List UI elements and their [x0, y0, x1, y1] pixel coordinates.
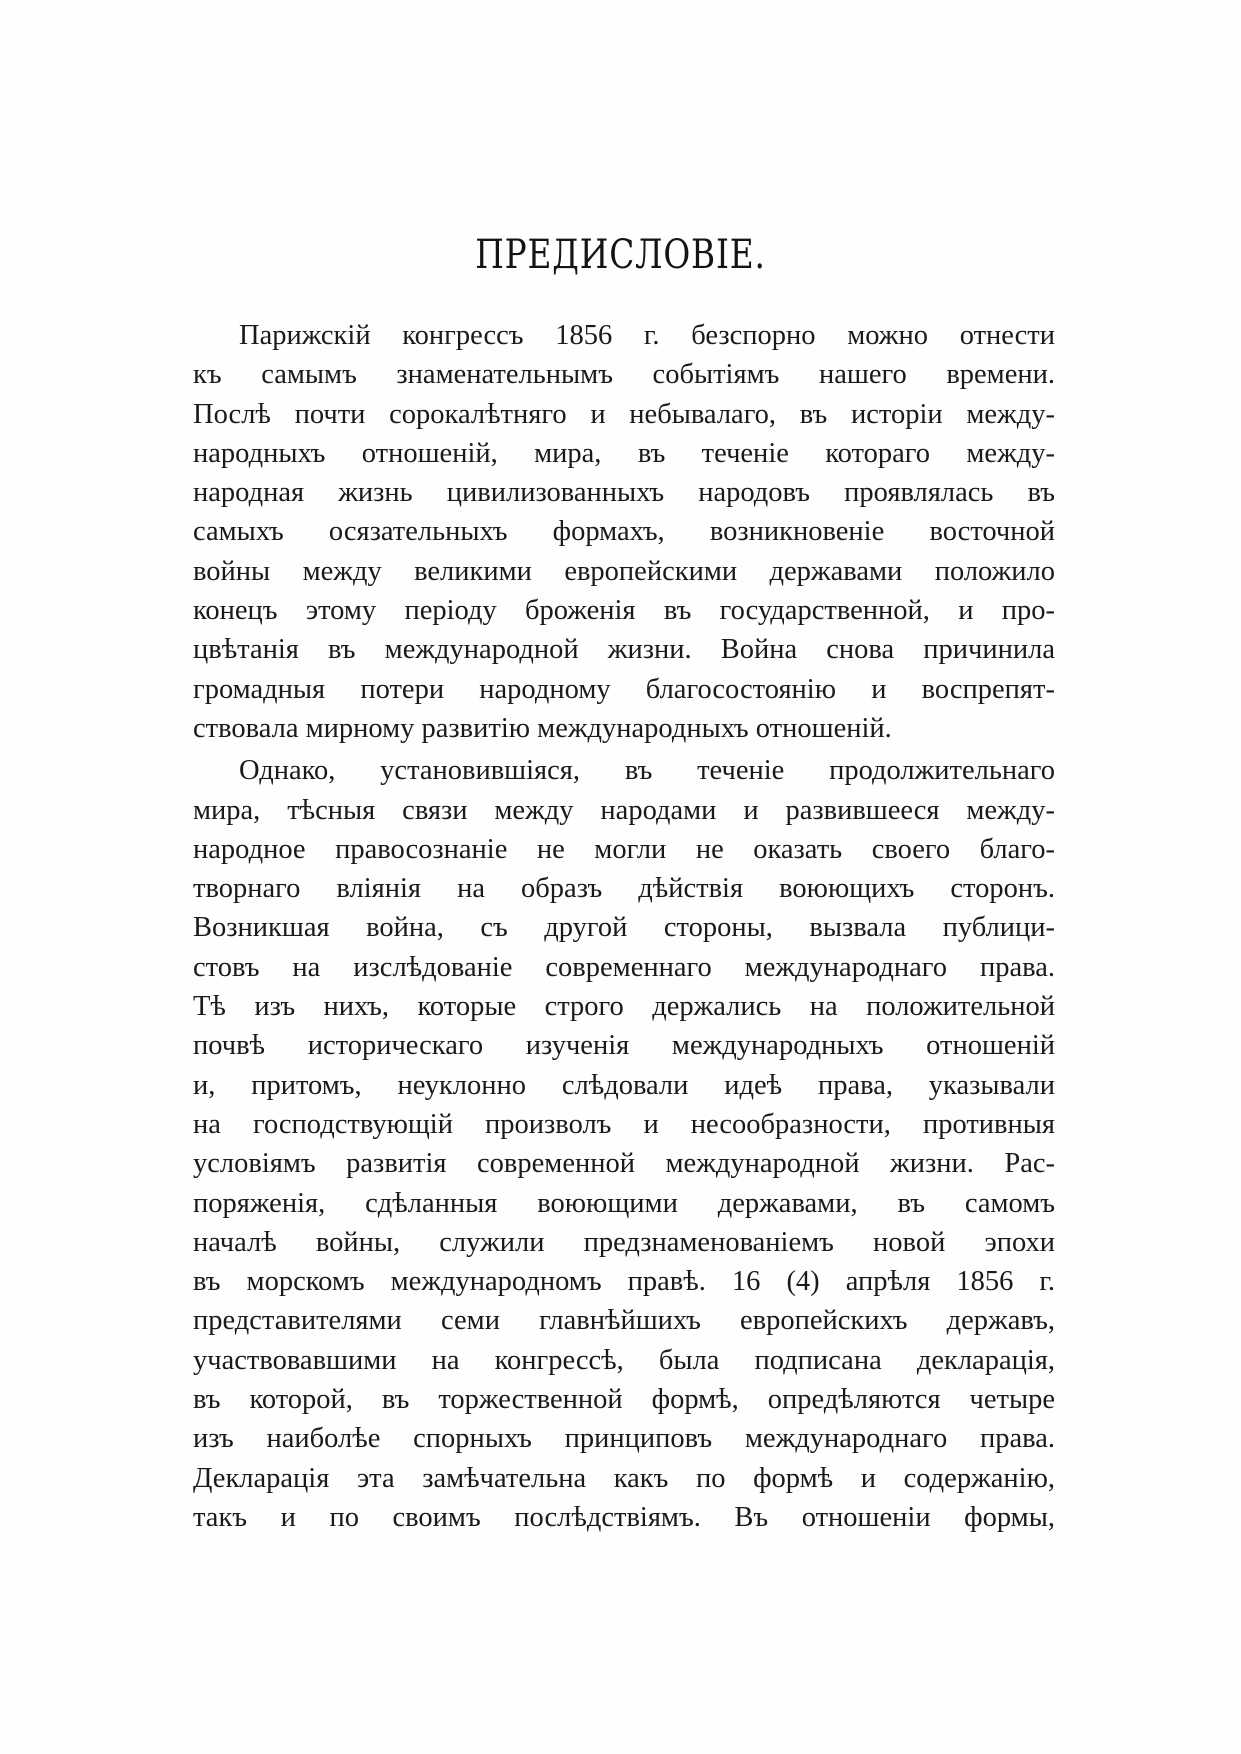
text-line: и, притомъ, неуклонно слѣдовали идеѣ права, указывали [193, 1069, 1055, 1101]
text-line: громадныя потери народному благосостоянію и воспрепят- [193, 673, 1055, 705]
text-line: участвовавшими на конгрессѣ, была подписана декларація, [193, 1344, 1055, 1376]
text-line: народныхъ отношеній, мира, въ теченіе котораго между- [193, 437, 1055, 469]
text-line: Возникшая война, съ другой стороны, вызвала публици- [193, 912, 1055, 944]
text-line: въ которой, въ торжественной формѣ, опредѣляются четыре [193, 1384, 1055, 1416]
text-line: въ морскомъ международномъ правѣ. 16 (4) апрѣля 1856 г. [193, 1266, 1055, 1298]
text-line: творнаго вліянія на образъ дѣйствія воюющихъ сторонъ. [193, 873, 1055, 905]
text-line: стовъ на изслѣдованіе современнаго международнаго права. [193, 951, 1055, 983]
text-line: конецъ этому періоду броженія въ государственной, и про- [193, 595, 1055, 627]
text-line: цвѣтанія въ международной жизни. Война снова причинила [193, 634, 1055, 666]
text-line: Однако, установившіяся, въ теченіе продолжительнаго [239, 755, 1055, 787]
text-line: Парижскій конгрессъ 1856 г. безспорно можно отнести [239, 320, 1055, 351]
text-line: на господствующій произволъ и несообразности, противныя [193, 1108, 1055, 1140]
text-line: такъ и по своимъ послѣдствіямъ. Въ отношеніи формы, [193, 1501, 1055, 1533]
paragraph-2 [193, 751, 1055, 1537]
text-line: къ самымъ знаменательнымъ событіямъ нашего времени. [193, 359, 1055, 391]
text-line: условіямъ развитія современной международной жизни. Рас- [193, 1148, 1055, 1180]
text-line: представителями семи главнѣйшихъ европейскихъ державъ, [193, 1305, 1055, 1337]
text-line: народная жизнь цивилизованныхъ народовъ проявлялась въ [193, 477, 1055, 509]
text-line: Тѣ изъ нихъ, которые строго держались на положительной [193, 991, 1055, 1023]
text-line: началѣ войны, служили предзнаменованіемъ новой эпохи [193, 1226, 1055, 1258]
text-line: почвѣ историческаго изученія международныхъ отношеній [193, 1030, 1055, 1062]
text-line: Послѣ почти сорокалѣтняго и небывалаго, въ исторіи между- [193, 398, 1055, 430]
text-line: мира, тѣсныя связи между народами и развившееся между- [193, 794, 1055, 826]
page-title: ПРЕДИСЛОВІЕ. [475, 232, 766, 278]
text-line: самыхъ осязательныхъ формахъ, возникновеніе восточной [193, 516, 1055, 548]
text-line: Декларація эта замѣчательна какъ по формѣ и содержанію, [193, 1462, 1055, 1494]
text-line: изъ наиболѣе спорныхъ принциповъ международнаго права. [193, 1423, 1055, 1455]
text-line: поряженія, сдѣланныя воюющими державами, въ самомъ [193, 1187, 1055, 1219]
text-line: войны между великими европейскими державами положило [193, 555, 1055, 587]
paragraph-1 [193, 316, 1055, 748]
text-line: народное правосознаніе не могли не оказать своего благо- [193, 833, 1055, 865]
body-text [193, 316, 1055, 1540]
text-line: ствовала мирному развитію международныхъ отношеній. [193, 712, 892, 744]
